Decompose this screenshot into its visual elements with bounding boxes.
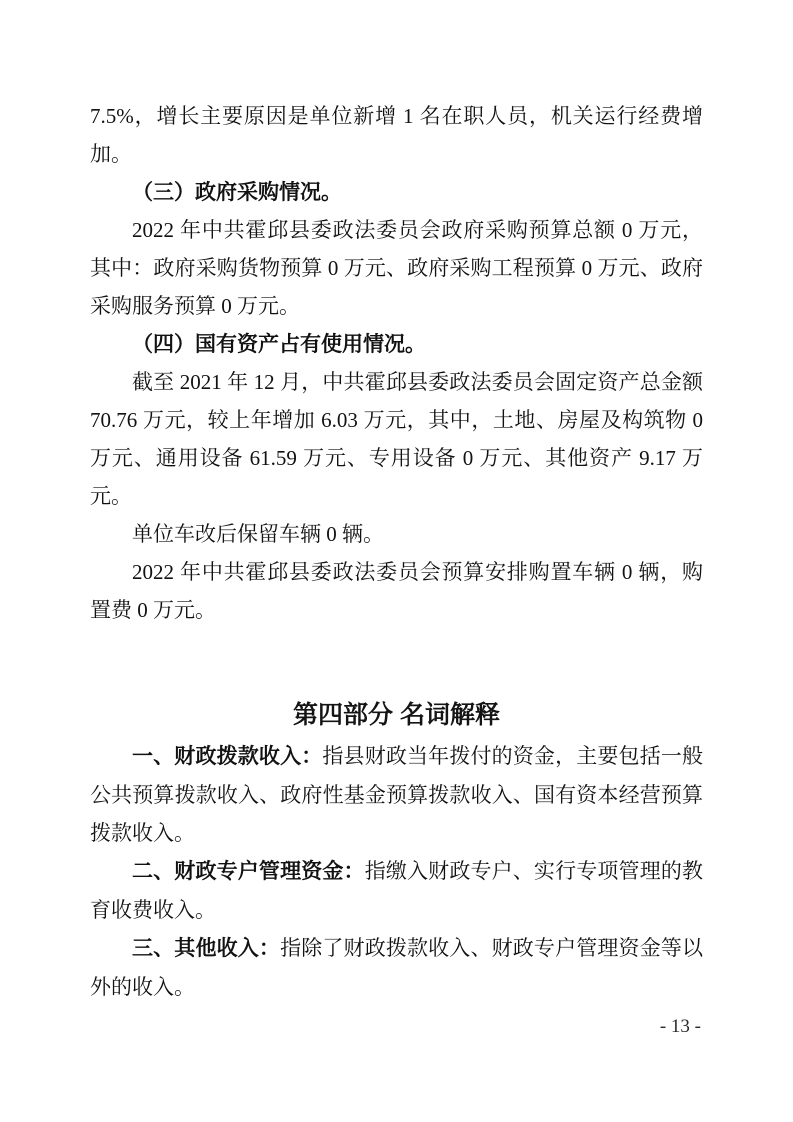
glossary-term-definition: 指县财政当年拨付的资金，主要包括一般公共预算拨款收入、政府性基金预算拨款收入、国有资本经营预算拨款收入。: [90, 744, 704, 845]
procurement-paragraph: 2022 年中共霍邱县委政法委员会政府采购预算总额 0 万元，其中：政府采购货物预算 0 万元、政府采购工程预算 0 万元、政府采购服务预算 0 万元。: [90, 218, 703, 318]
state-assets-paragraph: 截至 2021 年 12 月，中共霍邱县委政法委员会固定资产总金额 70.76 万元，较上年增加 6.03 万元，其中，土地、房屋及构筑物 0 万元、通用设备 61.59 万元、专用设备 0 万元、其他资产 9.17 万元。: [90, 370, 703, 508]
glossary-term-lead: 三、其他收入：: [132, 937, 281, 960]
glossary-term-lead: 二、财政专户管理资金：: [132, 860, 365, 883]
glossary-term: [90, 737, 703, 852]
procurement-section-heading: （三）政府采购情况。: [132, 180, 342, 204]
document-content: [90, 97, 703, 1006]
glossary-term-definition: 指缴入财政专户、实行专项管理的教育收费收入。: [90, 859, 704, 922]
page-number: - 13 -: [659, 1016, 701, 1037]
glossary-term: [90, 929, 703, 1006]
glossary-term-definition: 指除了财政拨款收入、财政专户管理资金等以外的收入。: [90, 936, 703, 999]
glossary-term: [90, 852, 703, 929]
vehicles-budget-paragraph: 2022 年中共霍邱县委政法委员会预算安排购置车辆 0 辆，购置费 0 万元。: [90, 560, 703, 622]
part4-title: 第四部分 名词解释: [293, 701, 500, 729]
carryover-paragraph: 7.5%，增长主要原因是单位新增 1 名在职人员，机关运行经费增加。: [90, 104, 703, 166]
state-assets-section-heading: （四）国有资产占有使用情况。: [132, 332, 426, 356]
vehicles-retained-paragraph: 单位车改后保留车辆 0 辆。: [132, 522, 384, 546]
glossary-term-lead: 一、财政拨款收入：: [132, 745, 323, 768]
